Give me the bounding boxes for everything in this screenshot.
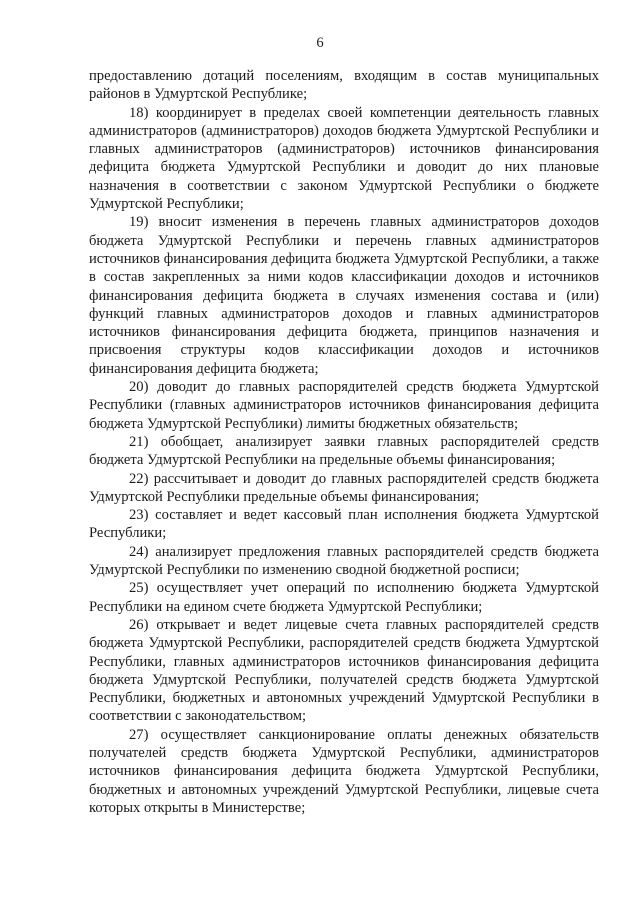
paragraph-item-21: 21) обобщает, анализирует заявки главных распорядителей средств бюджета Удмуртской Республики на предельные объемы финансирования;: [89, 433, 599, 469]
document-body: [89, 67, 599, 817]
paragraph-continuation: предоставлению дотаций поселениям, входящим в состав муниципальных районов в Удмуртской Республике;: [89, 68, 599, 103]
paragraph-item-20: 20) доводит до главных распорядителей средств бюджета Удмуртской Республики (главных администраторов источников финансирования дефицита бюджета Удмуртской Республики) лимиты бюджетных обязательств;: [89, 379, 599, 432]
paragraph-item-19: 19) вносит изменения в перечень главных администраторов доходов бюджета Удмуртской Республики и перечень главных администраторов источников финансирования дефицита бюджета Удмуртской Республики, а также в состав закрепленных за ними кодов классификации доходов и источников финансирования дефицита бюджета в случаях изменения состава и (или) функций главных администраторов доходов и главных администраторов источников финансирования дефицита бюджета, принципов назначения и присвоения структуры кодов классификации доходов и источников финансирования дефицита бюджета;: [89, 214, 599, 377]
paragraph-item-24: 24) анализирует предложения главных распорядителей средств бюджета Удмуртской Республики по изменению сводной бюджетной росписи;: [89, 543, 599, 579]
paragraph-item-22: 22) рассчитывает и доводит до главных распорядителей средств бюджета Удмуртской Республики предельные объемы финансирования;: [89, 470, 599, 505]
paragraph-item-23: 23) составляет и ведет кассовый план исполнения бюджета Удмуртской Республики;: [89, 507, 599, 542]
paragraph-item-18: 18) координирует в пределах своей компетенции деятельность главных администраторов (администраторов) доходов бюджета Удмуртской Республики и главных администраторов (администраторов) источников финансирования дефицита бюджета Удмуртской Республики и доводит до них плановые назначения в соответствии с законом Удмуртской Республики о бюджете Удмуртской Республики;: [89, 104, 599, 213]
page-number: 6: [316, 35, 324, 51]
paragraph-item-27: 27) осуществляет санкционирование оплаты денежных обязательств получателей средств бюджета Удмуртской Республики, администраторов источников финансирования дефицита бюджета Удмуртской Республики, бюджетных и автономных учреждений Удмуртской Республики, лицевые счета которых открыты в Министерстве;: [89, 726, 599, 816]
paragraph-item-25: 25) осуществляет учет операций по исполнению бюджета Удмуртской Республики на едином счете бюджета Удмуртской Республики;: [89, 580, 599, 615]
paragraph-item-26: 26) открывает и ведет лицевые счета главных распорядителей средств бюджета Удмуртской Республики, распорядителей средств бюджета Удмуртской Республики, главных администраторов источников финансирования дефицита бюджета Удмуртской Республики, получателей средств бюджета Удмуртской Республики, бюджетных и автономных учреждений Удмуртской Республики в соответствии с законодательством;: [89, 616, 599, 725]
